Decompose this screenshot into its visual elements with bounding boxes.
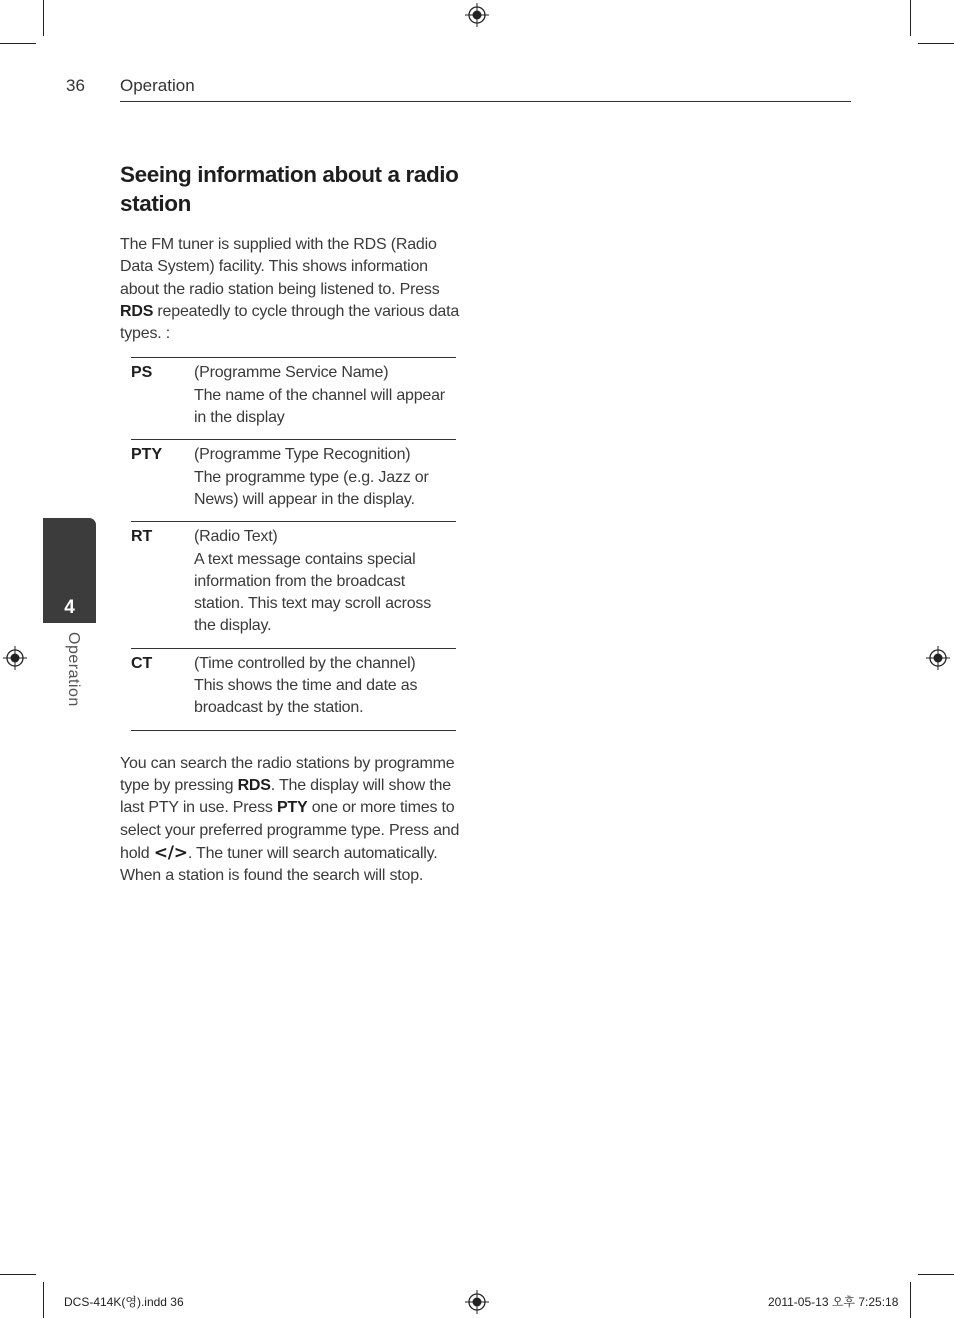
outro-text: . The tuner will search automatically. When a station is found the search will stop. xyxy=(120,844,438,885)
rds-title: (Programme Type Recognition) xyxy=(194,446,411,464)
rds-code: RT xyxy=(131,528,153,546)
crop-mark xyxy=(910,0,911,36)
intro-text-end: repeatedly to cycle through the various data types. : xyxy=(120,302,460,343)
rds-data-types-table xyxy=(131,357,456,730)
registration-mark-icon xyxy=(465,1290,489,1314)
outro-text: one or more times to select your preferred programme type. Press and hold xyxy=(120,799,460,862)
rds-description xyxy=(194,362,456,429)
crop-mark xyxy=(43,0,44,36)
main-content xyxy=(120,160,468,887)
rds-text: The programme type (e.g. Jazz or News) will appear in the display. xyxy=(194,468,429,508)
registration-mark-icon xyxy=(3,646,27,670)
pty-key-label: PTY xyxy=(276,799,308,817)
rds-title: (Radio Text) xyxy=(194,528,278,546)
rds-text: This shows the time and date as broadcast by the station. xyxy=(194,677,418,717)
chapter-side-label: Operation xyxy=(65,632,82,707)
chapter-number: 4 xyxy=(64,597,75,618)
table-row xyxy=(131,649,456,731)
rds-code: PS xyxy=(131,364,153,382)
rds-code: CT xyxy=(131,654,153,672)
outro-text: You can search the radio stations by programme type by pressing xyxy=(120,754,455,794)
rds-code: PTY xyxy=(131,446,163,464)
chapter-tab xyxy=(43,518,96,623)
rds-text: A text message contains special information from the broadcast station. This text may scroll across the display. xyxy=(194,550,432,635)
outro-text: . The display will show the last PTY in use. Press xyxy=(120,776,451,817)
footer-timestamp: 2011-05-13 오후 7:25:18 xyxy=(768,1295,899,1309)
table-row xyxy=(131,440,456,522)
crop-mark xyxy=(0,43,36,44)
pty-search-paragraph xyxy=(120,753,468,888)
crop-mark xyxy=(910,1282,911,1318)
table-row xyxy=(131,358,456,440)
rds-text: The name of the channel will appear in the display xyxy=(194,386,445,427)
intro-text: The FM tuner is supplied with the RDS (Radio Data System) facility. This shows information about the radio station being listened to. Press xyxy=(120,236,440,298)
rds-description xyxy=(194,526,456,637)
crop-mark xyxy=(918,1274,954,1275)
rds-title: (Time controlled by the channel) xyxy=(194,654,416,672)
footer-file-slug: DCS-414K(영).indd 36 xyxy=(64,1295,184,1309)
rds-title: (Programme Service Name) xyxy=(194,364,389,382)
section-heading: Seeing information about a radio station xyxy=(120,162,459,216)
page-number: 36 xyxy=(66,76,85,95)
intro-paragraph xyxy=(120,234,468,345)
table-row xyxy=(131,522,456,648)
skip-arrows-key-label: </> xyxy=(153,842,188,863)
rds-description xyxy=(194,653,456,720)
rds-key-label: RDS xyxy=(120,302,154,320)
crop-mark xyxy=(43,1282,44,1318)
registration-mark-icon xyxy=(465,3,489,27)
rds-description xyxy=(194,444,456,511)
rds-key-label: RDS xyxy=(237,776,271,794)
crop-mark xyxy=(918,43,954,44)
header-title: Operation xyxy=(120,76,195,95)
registration-mark-icon xyxy=(926,646,950,670)
crop-mark xyxy=(0,1274,36,1275)
header-rule xyxy=(120,101,851,102)
